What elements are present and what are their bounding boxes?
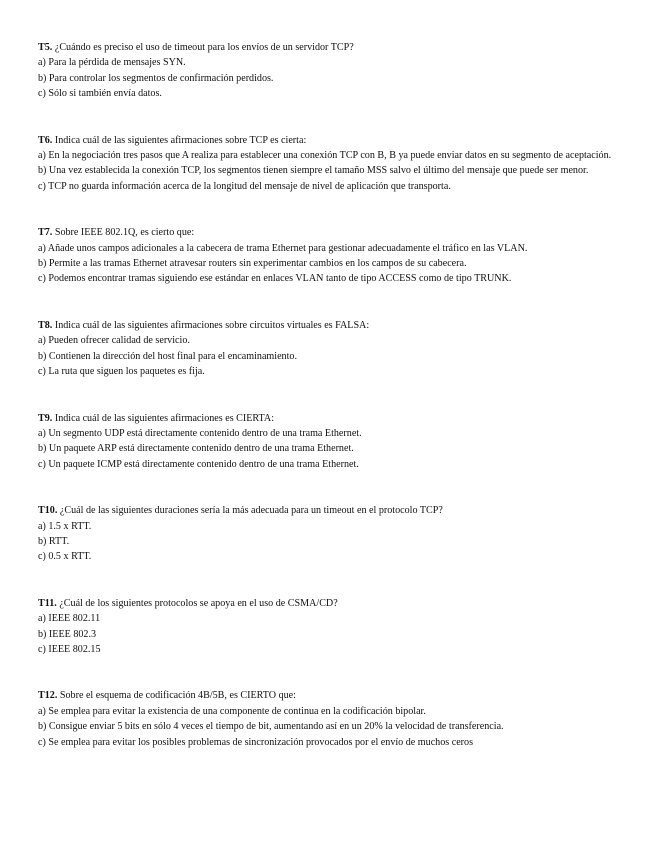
question-number: T12. bbox=[38, 690, 58, 702]
question-t10 bbox=[38, 503, 620, 565]
question-number: T5. bbox=[38, 42, 53, 53]
option-b: b) RTT. bbox=[38, 535, 70, 547]
question-t11 bbox=[38, 596, 620, 658]
option-b: b) IEEE 802.3 bbox=[38, 628, 97, 640]
question-heading bbox=[38, 411, 620, 426]
option-c: c) Se emplea para evitar los posibles problemas de sincronización provocados por el envío de muchos ceros bbox=[38, 736, 474, 748]
option-a: a) Pueden ofrecer calidad de servicio. bbox=[38, 335, 190, 347]
option-b: b) Permite a las tramas Ethernet atravesar routers sin experimentar cambios en los campos de su cabecera. bbox=[38, 258, 467, 270]
question-t9 bbox=[38, 411, 620, 473]
question-t6 bbox=[38, 133, 620, 195]
question-text: Sobre el esquema de codificación 4B/5B, es CIERTO que: bbox=[57, 690, 296, 702]
option-b: b) Un paquete ARP está directamente contenido dentro de una trama Ethernet. bbox=[38, 443, 354, 455]
option-c: c) La ruta que siguen los paquetes es fija. bbox=[38, 366, 205, 378]
question-t7 bbox=[38, 225, 620, 287]
document-page bbox=[38, 40, 620, 781]
option-c: c) TCP no guarda información acerca de la longitud del mensaje de nivel de aplicación que transporta. bbox=[38, 180, 451, 192]
option-c: c) 0.5 x RTT. bbox=[38, 551, 92, 563]
option-a: a) IEEE 802.11 bbox=[38, 613, 101, 625]
option-c: c) Podemos encontrar tramas siguiendo ese estándar en enlaces VLAN tanto de tipo ACCESS como de tipo TRUNK. bbox=[38, 273, 512, 285]
option-a: a) Para la pérdida de mensajes SYN. bbox=[38, 57, 186, 69]
option-a: a) Se emplea para evitar la existencia de una componente de continua en la codificación bipolar. bbox=[38, 705, 426, 717]
question-text: Indica cuál de las siguientes afirmaciones sobre circuitos virtuales es FALSA: bbox=[52, 319, 370, 331]
option-b: b) Una vez establecida la conexión TCP, los segmentos tienen siempre el tamaño MSS salvo el último del mensaje que puede ser menor. bbox=[38, 165, 589, 177]
question-heading bbox=[38, 688, 620, 703]
question-number: T11. bbox=[38, 597, 57, 609]
question-text: ¿Cuándo es preciso el uso de timeout para los envíos de un servidor TCP? bbox=[52, 42, 354, 53]
question-heading bbox=[38, 40, 620, 55]
question-number: T8. bbox=[38, 319, 53, 331]
question-heading bbox=[38, 133, 620, 148]
question-number: T6. bbox=[38, 134, 53, 146]
question-t5 bbox=[38, 40, 620, 102]
question-t8 bbox=[38, 318, 620, 380]
question-number: T7. bbox=[38, 227, 53, 239]
option-a: a) Añade unos campos adicionales a la cabecera de trama Ethernet para gestionar adecuadamente el tráfico en las VLAN. bbox=[38, 242, 528, 254]
question-heading bbox=[38, 225, 620, 240]
question-heading bbox=[38, 318, 620, 333]
question-text: Sobre IEEE 802.1Q, es cierto que: bbox=[52, 227, 195, 239]
question-heading bbox=[38, 503, 620, 518]
question-t12 bbox=[38, 688, 620, 750]
option-a: a) En la negociación tres pasos que A realiza para establecer una conexión TCP con B, B ya puede enviar datos en su segmento de aceptación. bbox=[38, 150, 612, 162]
question-text: Indica cuál de las siguientes afirmaciones sobre TCP es cierta: bbox=[52, 134, 307, 146]
question-text: ¿Cuál de las siguientes duraciones sería la más adecuada para un timeout en el protocolo TCP? bbox=[57, 505, 443, 517]
question-heading bbox=[38, 596, 620, 611]
option-a: a) 1.5 x RTT. bbox=[38, 520, 92, 532]
option-b: b) Consigue enviar 5 bits en sólo 4 veces el tiempo de bit, aumentando así en un 20% la velocidad de transferencia. bbox=[38, 721, 504, 733]
question-text: ¿Cuál de los siguientes protocolos se apoya en el uso de CSMA/CD? bbox=[56, 597, 338, 609]
option-b: b) Para controlar los segmentos de confirmación perdidos. bbox=[38, 72, 274, 84]
question-text: Indica cuál de las siguientes afirmaciones es CIERTA: bbox=[52, 412, 275, 424]
question-number: T9. bbox=[38, 412, 53, 424]
option-c: c) IEEE 802.15 bbox=[38, 643, 101, 655]
option-a: a) Un segmento UDP está directamente contenido dentro de una trama Ethernet. bbox=[38, 427, 362, 439]
option-c: c) Sólo si también envía datos. bbox=[38, 88, 162, 100]
question-number: T10. bbox=[38, 505, 58, 517]
option-b: b) Contienen la dirección del host final para el encaminamiento. bbox=[38, 350, 297, 362]
option-c: c) Un paquete ICMP está directamente contenido dentro de una trama Ethernet. bbox=[38, 458, 359, 470]
